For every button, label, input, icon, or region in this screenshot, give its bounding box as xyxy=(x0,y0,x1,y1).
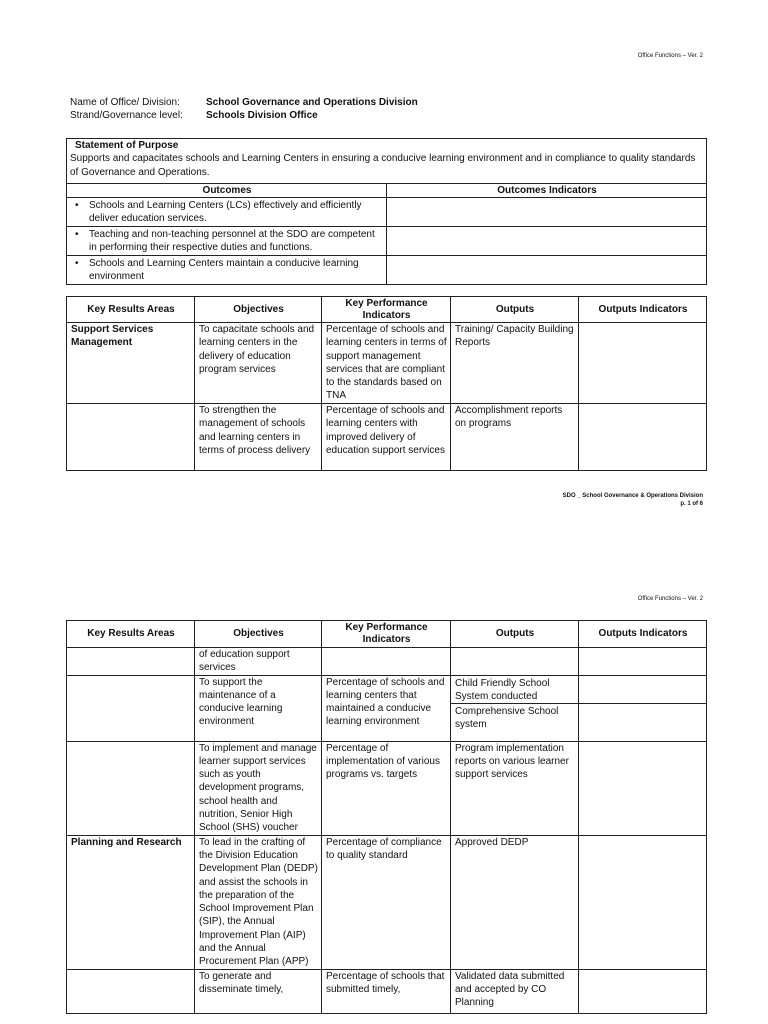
strand-label: Strand/Governance level: xyxy=(70,110,183,121)
output-indicator-sub-cell xyxy=(579,676,706,704)
output-indicator-sub-cell xyxy=(579,704,706,705)
output-cell: Program implementation reports on various learner support services xyxy=(451,741,579,835)
output-indicator-cell xyxy=(579,404,707,471)
outcomes-indicators-header: Outcomes Indicators xyxy=(387,184,707,198)
office-value: School Governance and Operations Division xyxy=(206,97,418,108)
purpose-title: Statement of Purpose xyxy=(75,140,179,151)
output-indicator-cell xyxy=(579,323,707,404)
kra-cell xyxy=(67,404,195,471)
outcome-item xyxy=(67,198,387,227)
kpi-header: Key Performance Indicators xyxy=(322,297,451,323)
objective-cell: To generate and disseminate timely, xyxy=(195,969,322,1013)
output-cell: Approved DEDP xyxy=(451,835,579,969)
objective-cell: To support the maintenance of a conducive learning environment xyxy=(195,675,322,741)
page-footer-title: SDO _ School Governance & Operations Division xyxy=(562,493,703,499)
kpi-cell: Percentage of schools and learning centers in terms of support management services that are compliant to the standards based on TNA xyxy=(322,323,451,404)
output-indicator-cell xyxy=(579,648,707,676)
output-cell xyxy=(451,675,579,741)
bullet-icon: • xyxy=(75,258,79,269)
page-number: p. 1 of 6 xyxy=(680,501,703,507)
kpi-cell: Percentage of compliance to quality standard xyxy=(322,835,451,969)
objective-cell: To lead in the crafting of the Division Education Development Plan (DEDP) and assist the schools in the preparation of the School Improvement Plan (SIP), the Annual Improvement Plan (AIP) and the Annual Procurement Plan (APP) xyxy=(195,835,322,969)
output-indicator-cell xyxy=(579,741,707,835)
kra-cell xyxy=(67,741,195,835)
outputs-indicators-header: Outputs Indicators xyxy=(579,621,707,648)
objective-cell: To implement and manage learner support services such as youth development programs, school health and nutrition, Senior High School (SHS) voucher xyxy=(195,741,322,835)
bullet-icon: • xyxy=(75,200,79,211)
version-label: Office Functions – Ver. 2 xyxy=(637,53,703,59)
kra-table-2 xyxy=(66,620,707,1014)
kpi-cell xyxy=(322,648,451,676)
objective-cell: To strengthen the management of schools and learning centers in terms of process delivery xyxy=(195,404,322,471)
strand-value: Schools Division Office xyxy=(206,110,318,121)
kpi-cell: Percentage of schools and learning centers that maintained a conducive learning environment xyxy=(322,675,451,741)
objectives-header: Objectives xyxy=(195,297,322,323)
kra-cell: Planning and Research xyxy=(67,835,195,969)
purpose-cell xyxy=(67,139,707,184)
output-indicator-cell xyxy=(579,835,707,969)
outputs-indicators-header: Outputs Indicators xyxy=(579,297,707,323)
outcome-text: Teaching and non-teaching personnel at the SDO are competent in performing their respective duties and functions. xyxy=(89,229,375,254)
output-indicator-cell xyxy=(579,969,707,1013)
output-cell xyxy=(451,648,579,676)
purpose-text: Supports and capacitates schools and Learning Centers in ensuring a conducive learning environment and in compliance to quality standards of Governance and Operations. xyxy=(70,153,696,178)
outcome-text: Schools and Learning Centers (LCs) effectively and efficiently deliver education services. xyxy=(89,200,362,225)
outputs-header: Outputs xyxy=(451,297,579,323)
kpi-header: Key Performance Indicators xyxy=(322,621,451,648)
kra-cell: Support Services Management xyxy=(67,323,195,404)
kra-header: Key Results Areas xyxy=(67,621,195,648)
objectives-header: Objectives xyxy=(195,621,322,648)
purpose-table xyxy=(66,138,707,285)
kpi-cell: Percentage of schools that submitted timely, xyxy=(322,969,451,1013)
outcome-indicator-cell xyxy=(387,256,707,285)
outcome-item xyxy=(67,256,387,285)
objective-cell: of education support services xyxy=(195,648,322,676)
output-sub-cell: Comprehensive School system xyxy=(455,705,559,730)
output-cell: Accomplishment reports on programs xyxy=(451,404,579,471)
kra-cell xyxy=(67,969,195,1013)
kpi-cell: Percentage of implementation of various programs vs. targets xyxy=(322,741,451,835)
office-label: Name of Office/ Division: xyxy=(70,97,180,108)
kra-cell xyxy=(67,675,195,741)
kra-table-1 xyxy=(66,296,707,471)
output-cell: Training/ Capacity Building Reports xyxy=(451,323,579,404)
output-sub-cell: Child Friendly School System conducted xyxy=(451,676,578,704)
outcomes-header: Outcomes xyxy=(67,184,387,198)
outcome-indicator-cell xyxy=(387,198,707,227)
kra-cell xyxy=(67,648,195,676)
outcome-indicator-cell xyxy=(387,227,707,256)
kpi-cell: Percentage of schools and learning centers with improved delivery of education support services xyxy=(322,404,451,471)
outputs-header: Outputs xyxy=(451,621,579,648)
bullet-icon: • xyxy=(75,229,79,240)
kra-header: Key Results Areas xyxy=(67,297,195,323)
objective-cell: To capacitate schools and learning centers in the delivery of education program services xyxy=(195,323,322,404)
outcome-text: Schools and Learning Centers maintain a conducive learning environment xyxy=(89,258,359,283)
version-label: Office Functions – Ver. 2 xyxy=(637,596,703,602)
output-indicator-cell xyxy=(579,675,707,741)
output-cell: Validated data submitted and accepted by CO Planning xyxy=(451,969,579,1013)
outcome-item xyxy=(67,227,387,256)
